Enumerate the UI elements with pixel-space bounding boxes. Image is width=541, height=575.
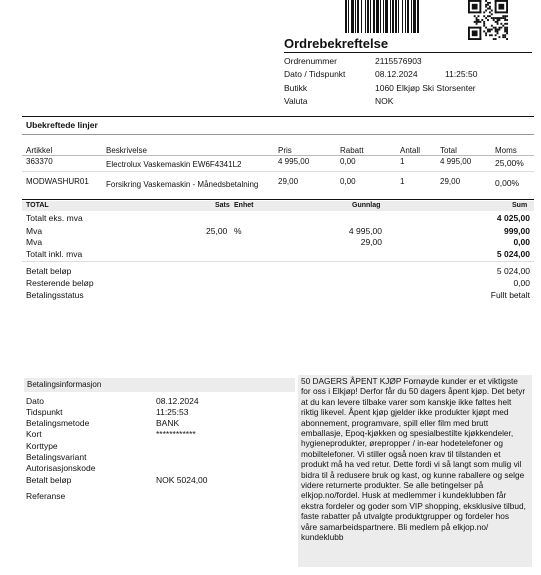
col-total: Total <box>440 146 457 155</box>
col-antall: Antall <box>400 146 421 155</box>
totals-label-mva: Mva <box>26 226 43 236</box>
payment-row-value: NOK 5024,00 <box>156 475 208 485</box>
table-header-divider <box>22 155 534 156</box>
payment-row-label: Betalingsmetode <box>26 418 90 428</box>
cell-beskrivelse: Electrolux Vaskemaskin EW6F4341L2 <box>106 160 242 169</box>
notice-text: 50 DAGERS ÅPENT KJØP Fornøyde kunder er et viktigste for oss i Elkjøp! Derfor får du 50 dagers åpent kjøp. Det betyr at du kan levere tilbake varer som kanskje ikke føltes helt riktig likevel. Åpent kjøp gjelder ikke produkter kjøpt med abonnement, programvare, spill eller film med brutt emballasje, Epoq-kjøkken og spesialbestilte kjøkkendeler, hygieneprodukter, ørepropper / in-ear hodetelefoner og mobiltelefoner. Vi stiller også noen krav til tilstanden et produkt må ha ved retur. Dette fordi vi så langt som mulig vil bidra til å redusere bruk og kast, og kunne raballere og selge videre returnerte produkter. Se alle betingelser på elkjop.no/fordel. Husk at medlemmer i kundeklubben får ekstra fordeler og goder som VIP shopping, eksklusive tilbud, faste rabatter på utvalgte produktgrupper og fordeler hos våre samarbeidspartnere. Bli medlem på elkjop.no/ kundeklubb <box>301 376 526 543</box>
payment-row-value: BANK <box>156 418 180 428</box>
payment-row-value: 08.12.2024 <box>156 396 199 406</box>
cell-pris: 29,00 <box>278 177 299 186</box>
payment-row-value: 11:25:53 <box>156 407 189 417</box>
col-rabatt: Rabatt <box>340 146 364 155</box>
col-moms: Moms <box>495 146 517 155</box>
totals-col-total: TOTAL <box>26 202 49 209</box>
info-time: 11:25:50 <box>445 69 478 79</box>
paid-value: 5 024,00 <box>496 266 530 276</box>
payment-row-label: Referanse <box>26 491 66 501</box>
totals-label-eks-mva: Totalt eks. mva <box>26 213 83 223</box>
info-value: 1060 Elkjøp Ski Storsenter <box>375 83 476 93</box>
section-title-lines: Ubekreftede linjer <box>26 120 98 130</box>
info-label: Dato / Tidspunkt <box>284 69 346 79</box>
payment-row-label: Dato <box>26 396 44 406</box>
payment-row-label: Betalt beløp <box>26 475 72 485</box>
payment-row-label: Korttype <box>26 441 58 451</box>
totals-gunnlag-mva: 4 995,00 <box>348 226 382 236</box>
title-underline <box>284 52 532 53</box>
qr-code <box>467 0 509 40</box>
cell-moms: 25,00% <box>495 158 524 168</box>
totals-gunnlag-mva: 29,00 <box>360 237 382 247</box>
info-value: NOK <box>375 96 394 106</box>
payment-status-label: Betalingsstatus <box>26 290 84 300</box>
totals-col-sum: Sum <box>512 202 528 209</box>
totals-col-gunnlag: Gunnlag <box>352 202 381 209</box>
cell-beskrivelse: Forsikring Vaskemaskin - Månedsbetalning <box>106 180 259 189</box>
totals-sats-mva: 25,00 <box>206 226 228 236</box>
cell-moms: 0,00% <box>495 178 520 188</box>
cell-rabatt: 0,00 <box>340 177 356 186</box>
totals-sum-mva: 999,00 <box>504 226 530 236</box>
payment-row-label: Betalingsvariant <box>26 452 87 462</box>
remaining-label: Resterende beløp <box>26 278 94 288</box>
totals-sum-eks-mva: 4 025,00 <box>496 213 530 223</box>
section-divider <box>22 116 534 117</box>
payment-status-value: Fullt betalt <box>490 290 530 300</box>
info-label: Ordrenummer <box>284 56 337 66</box>
totals-divider <box>22 199 534 200</box>
col-beskrivelse: Beskrivelse <box>106 146 147 155</box>
totals-col-enhet: Enhet <box>234 202 254 209</box>
info-label: Valuta <box>284 96 308 106</box>
totals-sum-mva: 0,00 <box>513 237 530 247</box>
col-artikkel: Artikkel <box>26 146 53 155</box>
payment-row-value: ************ <box>156 429 196 439</box>
cell-antall: 1 <box>400 157 405 166</box>
info-value: 2115576903 <box>375 56 422 66</box>
totals-divider <box>22 261 534 262</box>
cell-total: 29,00 <box>440 177 461 186</box>
remaining-value: 0,00 <box>513 278 530 288</box>
cell-rabatt: 0,00 <box>340 157 356 166</box>
cell-artikkel: MODWASHUR01 <box>26 177 89 186</box>
cell-artikkel: 363370 <box>26 157 53 166</box>
info-value: 08.12.2024 <box>375 69 418 79</box>
totals-label-mva: Mva <box>26 237 43 247</box>
row-divider <box>22 171 534 172</box>
paid-label: Betalt beløp <box>26 266 72 276</box>
info-label: Butikk <box>284 83 308 93</box>
cell-pris: 4 995,00 <box>278 157 310 166</box>
totals-col-sats: Sats <box>215 202 230 209</box>
barcode <box>345 0 441 33</box>
cell-antall: 1 <box>400 177 405 186</box>
payment-info-title: Betalingsinformasjon <box>27 380 102 389</box>
payment-row-label: Tidspunkt <box>26 407 63 417</box>
payment-row-label: Kort <box>26 429 42 439</box>
totals-enhet-mva: % <box>234 226 242 236</box>
section-divider <box>22 134 534 135</box>
payment-row-label: Autorisasjonskode <box>26 463 96 473</box>
col-pris: Pris <box>278 146 292 155</box>
totals-header-bar <box>22 201 534 211</box>
totals-sum-inkl-mva: 5 024,00 <box>496 249 530 259</box>
totals-label-inkl-mva: Totalt inkl. mva <box>26 249 83 259</box>
page-title: Ordrebekreftelse <box>284 36 389 51</box>
cell-total: 4 995,00 <box>440 157 472 166</box>
